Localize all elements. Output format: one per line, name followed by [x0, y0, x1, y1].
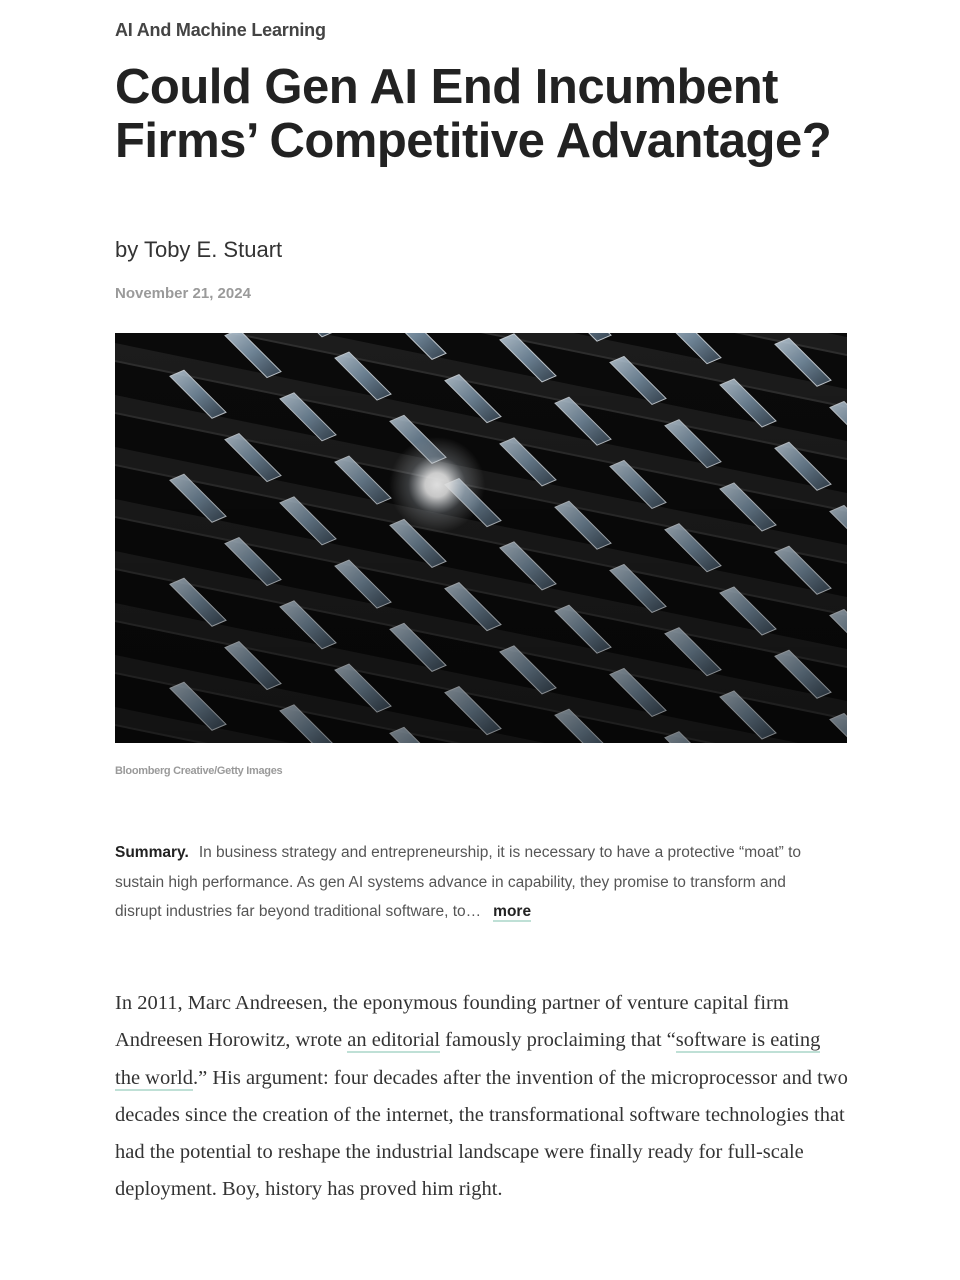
author-link[interactable]: Toby E. Stuart [143, 237, 283, 262]
article-summary [115, 838, 815, 927]
editorial-link[interactable]: an editorial [347, 1029, 441, 1052]
article-title: Could Gen AI End Incumbent Firms’ Competitive Advantage? [115, 60, 832, 168]
byline-prefix: by [115, 237, 144, 262]
image-credit: Bloomberg Creative/Getty Images [115, 765, 283, 777]
publish-date: November 21, 2024 [115, 285, 251, 302]
article-paragraph [115, 985, 850, 1209]
summary-label: Summary. [115, 844, 189, 861]
topic-link[interactable]: AI And Machine Learning [115, 20, 326, 40]
summary-more-link[interactable]: more [493, 903, 532, 920]
software-eating-world-link[interactable]: software is eating the world [115, 1029, 821, 1089]
paragraph-text: .” His argument: four decades after the invention of the microprocessor and two decades since the creation of the internet, the transformational software technologies that had the potential to reshape the industrial landscape were finally ready for full-scale deployment. Boy, history has proved him right. [115, 1066, 848, 1201]
paragraph-text: famously proclaiming that “ [440, 1029, 676, 1052]
summary-text: In business strategy and entrepreneurship, it is necessary to have a protective “moat” to sustain high performance. As gen AI systems advance in capability, they promise to transform and disrupt industries far beyond traditional software, to… [115, 844, 802, 920]
byline [115, 237, 282, 263]
paragraph-text: In 2011, Marc Andreesen, the eponymous founding partner of venture capital firm Andreesen Horowitz, wrote [115, 992, 789, 1052]
building-facade-illustration [115, 333, 847, 743]
hero-image [115, 333, 847, 743]
